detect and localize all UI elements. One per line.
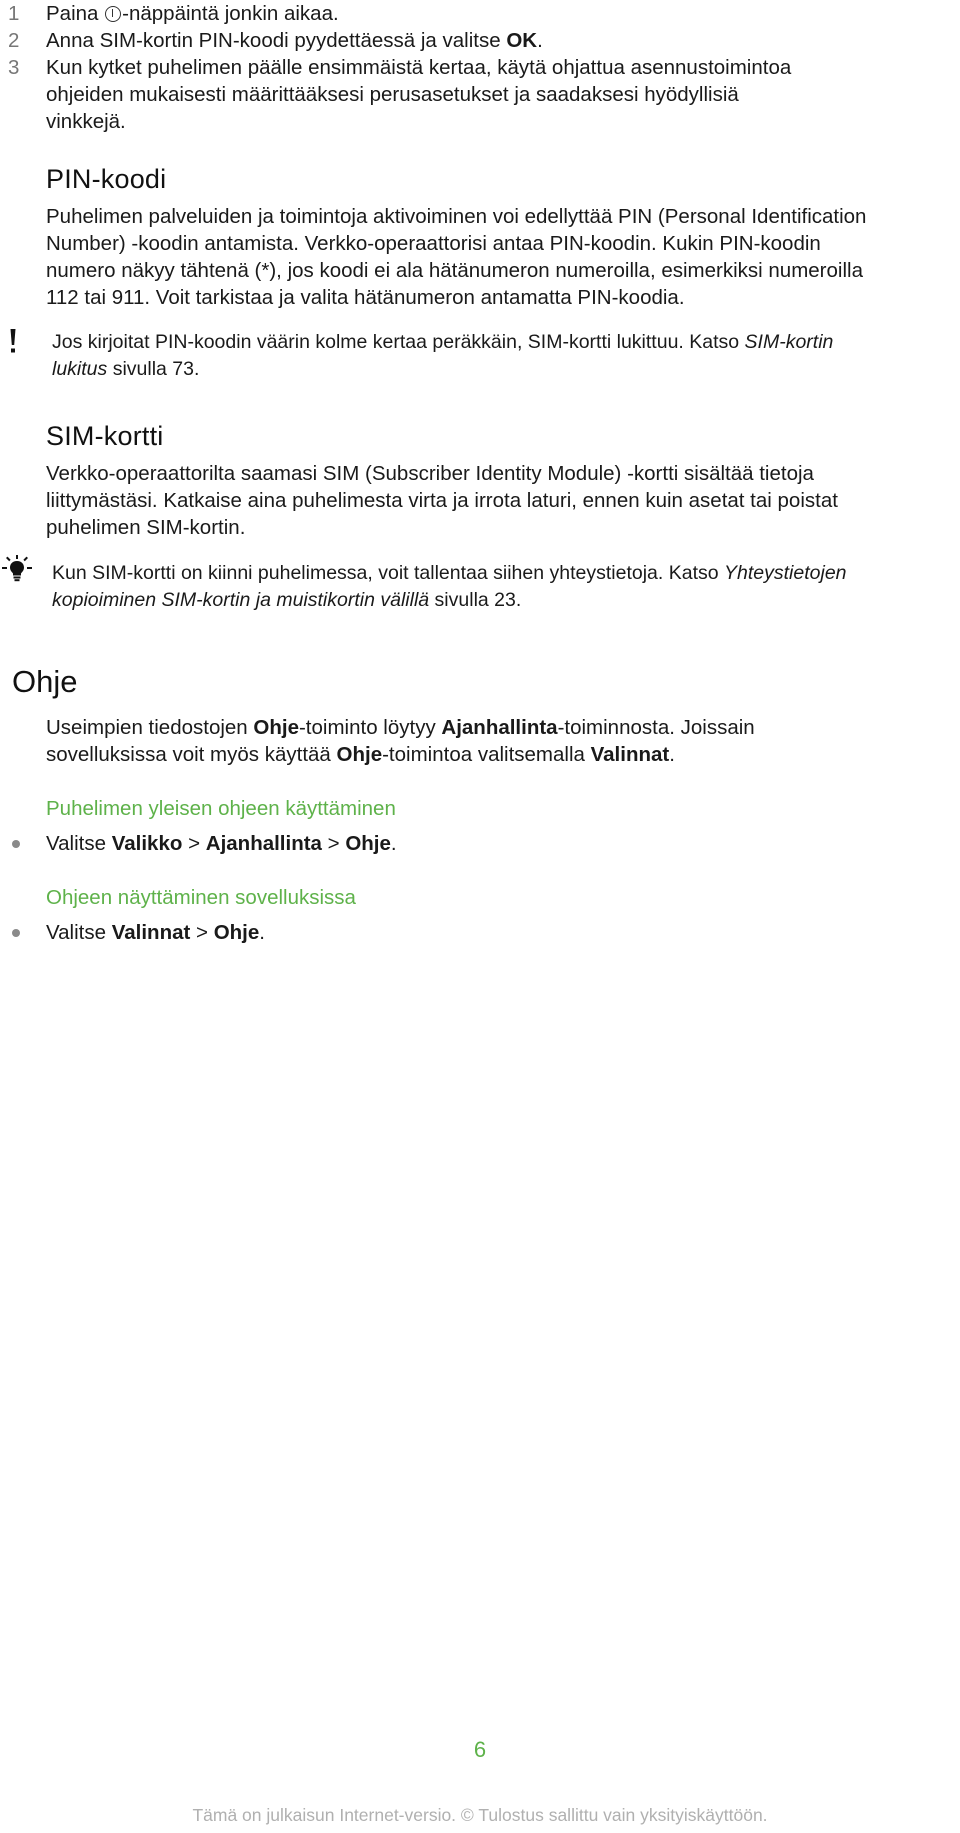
warning-page-ref: sivulla 73. (107, 358, 200, 380)
instruction-general-help (46, 830, 956, 857)
bullet-icon (12, 840, 20, 848)
step-number: 3 (8, 56, 20, 79)
lightbulb-icon (2, 555, 32, 583)
instruction-prefix: Valitse (46, 832, 112, 855)
step-3 (46, 54, 946, 135)
sim-body-line: liittymästäsi. Katkaise aina puhelimesta virta ja irrota laturi, ennen kuin asetat tai poistat (46, 489, 838, 512)
instruction-app-help (46, 919, 956, 946)
pin-body-line: numero näkyy tähtenä (*), jos koodi ei ala hätänumeron numeroilla, esimerkiksi numeroilla (46, 259, 863, 282)
intro-text: sovelluksissa voit myös käyttää (46, 743, 337, 766)
tip-text: Kun SIM-kortti on kiinni puhelimessa, voit tallentaa siihen yhteystietoja. Katso (52, 562, 725, 584)
ajanhallinta-term: Ajanhallinta (441, 716, 558, 739)
subheading-app-help: Ohjeen näyttäminen sovelluksissa (46, 886, 356, 909)
bullet-icon (12, 929, 20, 937)
tip-page-ref: sivulla 23. (429, 589, 522, 611)
sim-lock-reference-2[interactable]: lukitus (52, 358, 108, 380)
menu-term: Valikko (111, 832, 183, 855)
instruction-end: . (390, 832, 397, 855)
pin-body-line: 112 tai 911. Voit tarkistaa ja valita hätänumeron antamatta PIN-koodia. (46, 286, 685, 309)
menu-term: Ohje (345, 832, 391, 855)
step-number: 2 (8, 29, 20, 52)
ohje-intro (46, 714, 956, 768)
menu-term: Ajanhallinta (205, 832, 322, 855)
step-number: 1 (8, 2, 20, 25)
sim-lock-reference[interactable]: SIM-kortin (744, 331, 834, 353)
sim-tip-note (52, 560, 952, 614)
ohje-intro-line-2 (46, 741, 956, 768)
step-2 (46, 27, 946, 54)
ohje-term: Ohje (336, 743, 383, 766)
valinnat-term: Valinnat (590, 743, 670, 766)
section-title-sim: SIM-kortti (46, 421, 164, 451)
path-separator: > (321, 832, 346, 855)
subheading-general-help: Puhelimen yleisen ohjeen käyttäminen (46, 797, 396, 820)
instruction-end: . (259, 921, 265, 944)
page-number: 6 (473, 1737, 487, 1762)
section-title-pin: PIN-koodi (46, 164, 167, 194)
path-separator: > (190, 921, 214, 944)
intro-text: -toiminnosta. Joissain (557, 716, 755, 739)
step-3-line: ohjeiden mukaisesti määrittääksesi perusasetukset ja saadaksesi hyödyllisiä (46, 83, 739, 106)
step-2-text: Anna SIM-kortin PIN-koodi pyydettäessä ja valitse (46, 29, 507, 52)
ohje-term: Ohje (253, 716, 299, 739)
intro-text: -toiminto löytyy (298, 716, 442, 739)
sim-body (46, 460, 956, 541)
power-key-icon (105, 6, 121, 22)
pin-warning-note (52, 329, 952, 383)
pin-body-line: Number) -koodin antamista. Verkko-operaattorisi antaa PIN-koodin. Kukin PIN-koodin (46, 232, 821, 255)
step-2-end: . (537, 29, 543, 52)
pin-body-line: Puhelimen palveluiden ja toimintoja aktivoiminen voi edellyttää PIN (Personal Identification (46, 205, 867, 228)
warning-text: Jos kirjoitat PIN-koodin väärin kolme kertaa peräkkäin, SIM-kortti lukittuu. Katso (52, 331, 745, 353)
copy-contacts-reference-2[interactable]: kopioiminen SIM-kortin ja muistikortin välillä (52, 589, 430, 611)
footer-notice: Tämä on julkaisun Internet-versio. © Tulostus sallittu vain yksityiskäyttöön. (192, 1805, 768, 1825)
step-1-text-before: Paina (46, 2, 105, 25)
intro-text: -toimintoa valitsemalla (382, 743, 591, 766)
menu-term: Ohje (213, 921, 260, 944)
intro-text: Useimpien tiedostojen (46, 716, 254, 739)
intro-text: . (669, 743, 675, 766)
instruction-prefix: Valitse (46, 921, 112, 944)
chapter-title-ohje: Ohje (12, 664, 78, 699)
ohje-intro-line-1 (46, 714, 956, 741)
step-1 (46, 0, 946, 27)
copy-contacts-reference[interactable]: Yhteystietojen (724, 562, 847, 584)
pin-body (46, 203, 956, 311)
menu-term: Valinnat (111, 921, 191, 944)
exclamation-icon (8, 328, 18, 354)
step-3-line: Kun kytket puhelimen päälle ensimmäistä kertaa, käytä ohjattua asennustoimintoa (46, 56, 792, 79)
ok-label: OK (506, 29, 538, 52)
sim-body-line: puhelimen SIM-kortin. (46, 516, 246, 539)
step-1-text-after: -näppäintä jonkin aikaa. (122, 2, 339, 25)
step-3-line: vinkkejä. (46, 110, 126, 133)
sim-body-line: Verkko-operaattorilta saamasi SIM (Subscriber Identity Module) -kortti sisältää tietoja (46, 462, 814, 485)
path-separator: > (182, 832, 206, 855)
